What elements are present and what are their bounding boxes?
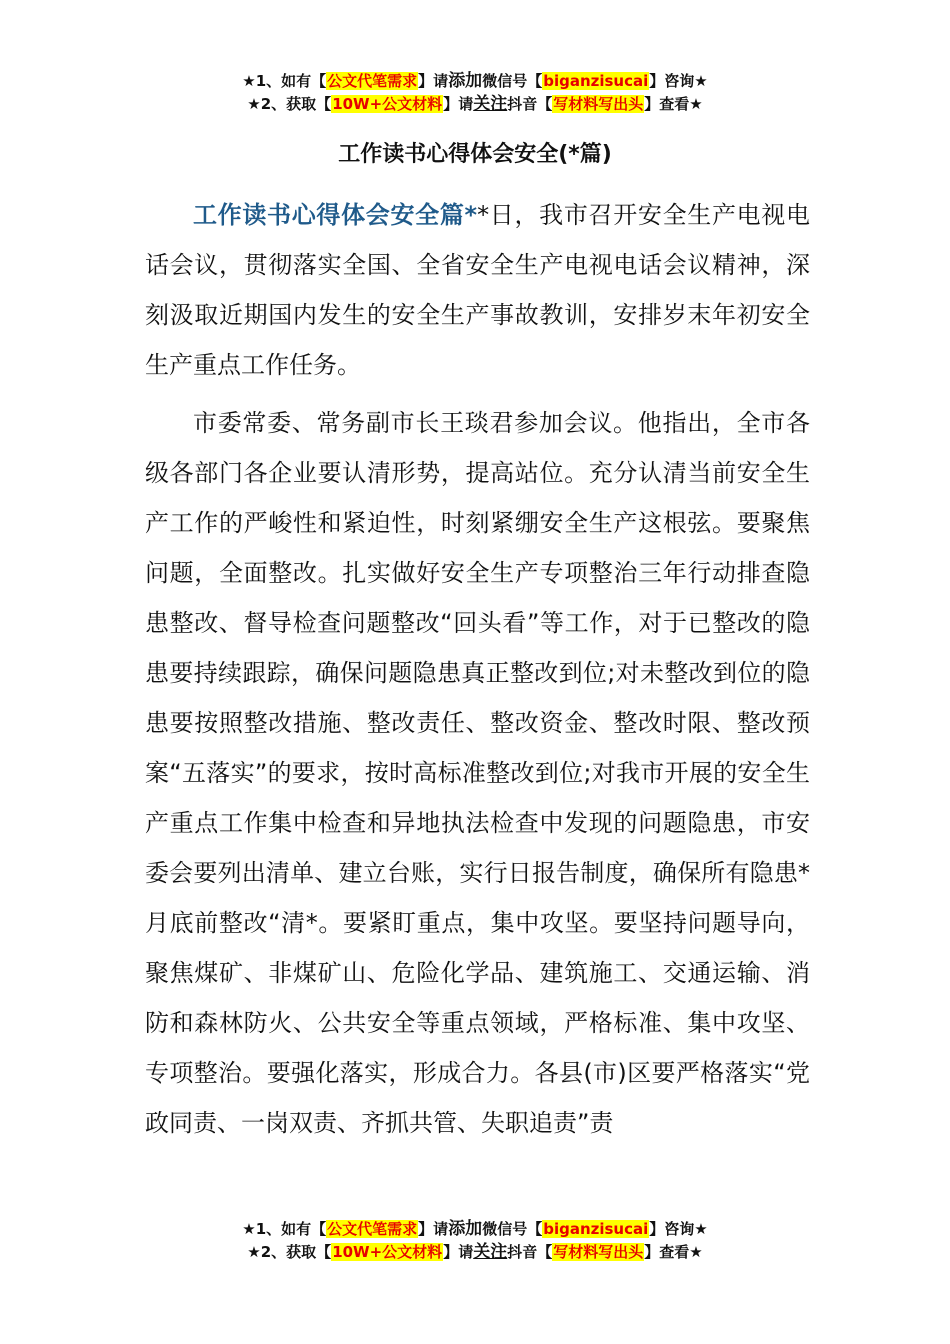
promo-text: 】查看★ bbox=[644, 1243, 703, 1261]
promo-line-1 bbox=[0, 70, 950, 93]
promo-text: 】咨询★ bbox=[649, 1220, 708, 1238]
promo-highlight: 10W+公文材料 bbox=[332, 1243, 443, 1261]
promo-highlight: 公文代笔需求 bbox=[327, 72, 418, 90]
paragraph-2: 市委常委、常务副市长王琰君参加会议。他指出，全市各级各部门各企业要认清形势，提高站位。充分认清当前安全生产工作的严峻性和紧迫性，时刻紧绷安全生产这根弦。要聚焦问题，全面整改。扎实做好安全生产专项整治三年行动排查隐患整改、督导检查问题整改“回头看”等工作，对于已整改的隐患要持续跟踪，确保问题隐患真正整改到位;对未整改到位的隐患要按照整改措施、整改责任、整改资金、整改时限、整改预案“五落实”的要求，按时高标准整改到位;对我市开展的安全生产重点工作集中检查和异地执法检查中发现的问题隐患，市安委会要列出清单、建立台账，实行日报告制度，确保所有隐患*月底前整改“清*。要紧盯重点，集中攻坚。要坚持问题导向，聚焦煤矿、非煤矿山、危险化学品、建筑施工、交通运输、消防和森林防火、公共安全等重点领域，严格标准、集中攻坚、专项整治。要强化落实，形成合力。各县(市)区要严格落实“党政同责、一岗双责、齐抓共管、失职追责”责 bbox=[145, 409, 810, 1137]
promo-emphasis: 关注 bbox=[473, 1242, 508, 1262]
promo-text: 抖音【 bbox=[507, 95, 553, 113]
promo-text: 微信号【 bbox=[482, 72, 543, 90]
paragraph-1-text: *日，我市召开安全生产电视电话会议，贯彻落实全国、全省安全生产电视电话会议精神，深刻汲取近期国内发生的安全生产事故教训，安排岁末年初安全生产重点工作任务。 bbox=[145, 201, 810, 379]
promo-highlight: 公文代笔需求 bbox=[327, 1220, 418, 1238]
document-body bbox=[145, 190, 810, 1148]
paragraph-lead-heading: 工作读书心得体会安全篇* bbox=[193, 201, 478, 229]
document-title: 工作读书心得体会安全(*篇) bbox=[338, 142, 612, 167]
paragraph-1 bbox=[145, 190, 810, 390]
promo-wechat-id: biganzisucai bbox=[543, 72, 649, 90]
promo-text: 抖音【 bbox=[507, 1243, 553, 1261]
promo-emphasis: 添加 bbox=[448, 1219, 483, 1239]
promo-text: ★2、获取【 bbox=[247, 95, 332, 113]
promo-wechat-id: biganzisucai bbox=[543, 1220, 649, 1238]
promo-text: ★2、获取【 bbox=[247, 1243, 332, 1261]
promo-banner-top bbox=[0, 70, 950, 116]
promo-douyin-id: 写材料写出头 bbox=[553, 95, 644, 113]
promo-douyin-id: 写材料写出头 bbox=[553, 1243, 644, 1261]
promo-text: ★1、如有【 bbox=[242, 1220, 327, 1238]
promo-text: 】请 bbox=[443, 1243, 474, 1261]
promo-line-2 bbox=[0, 1241, 950, 1264]
promo-text: ★1、如有【 bbox=[242, 72, 327, 90]
promo-text: 】请 bbox=[443, 95, 474, 113]
promo-line-1 bbox=[0, 1218, 950, 1241]
promo-line-2 bbox=[0, 93, 950, 116]
promo-text: 】查看★ bbox=[644, 95, 703, 113]
promo-emphasis: 添加 bbox=[448, 71, 483, 91]
promo-emphasis: 关注 bbox=[473, 94, 508, 114]
promo-text: 】请 bbox=[418, 72, 449, 90]
promo-banner-bottom bbox=[0, 1218, 950, 1264]
promo-text: 微信号【 bbox=[482, 1220, 543, 1238]
promo-text: 】咨询★ bbox=[649, 72, 708, 90]
promo-text: 】请 bbox=[418, 1220, 449, 1238]
promo-highlight: 10W+公文材料 bbox=[332, 95, 443, 113]
